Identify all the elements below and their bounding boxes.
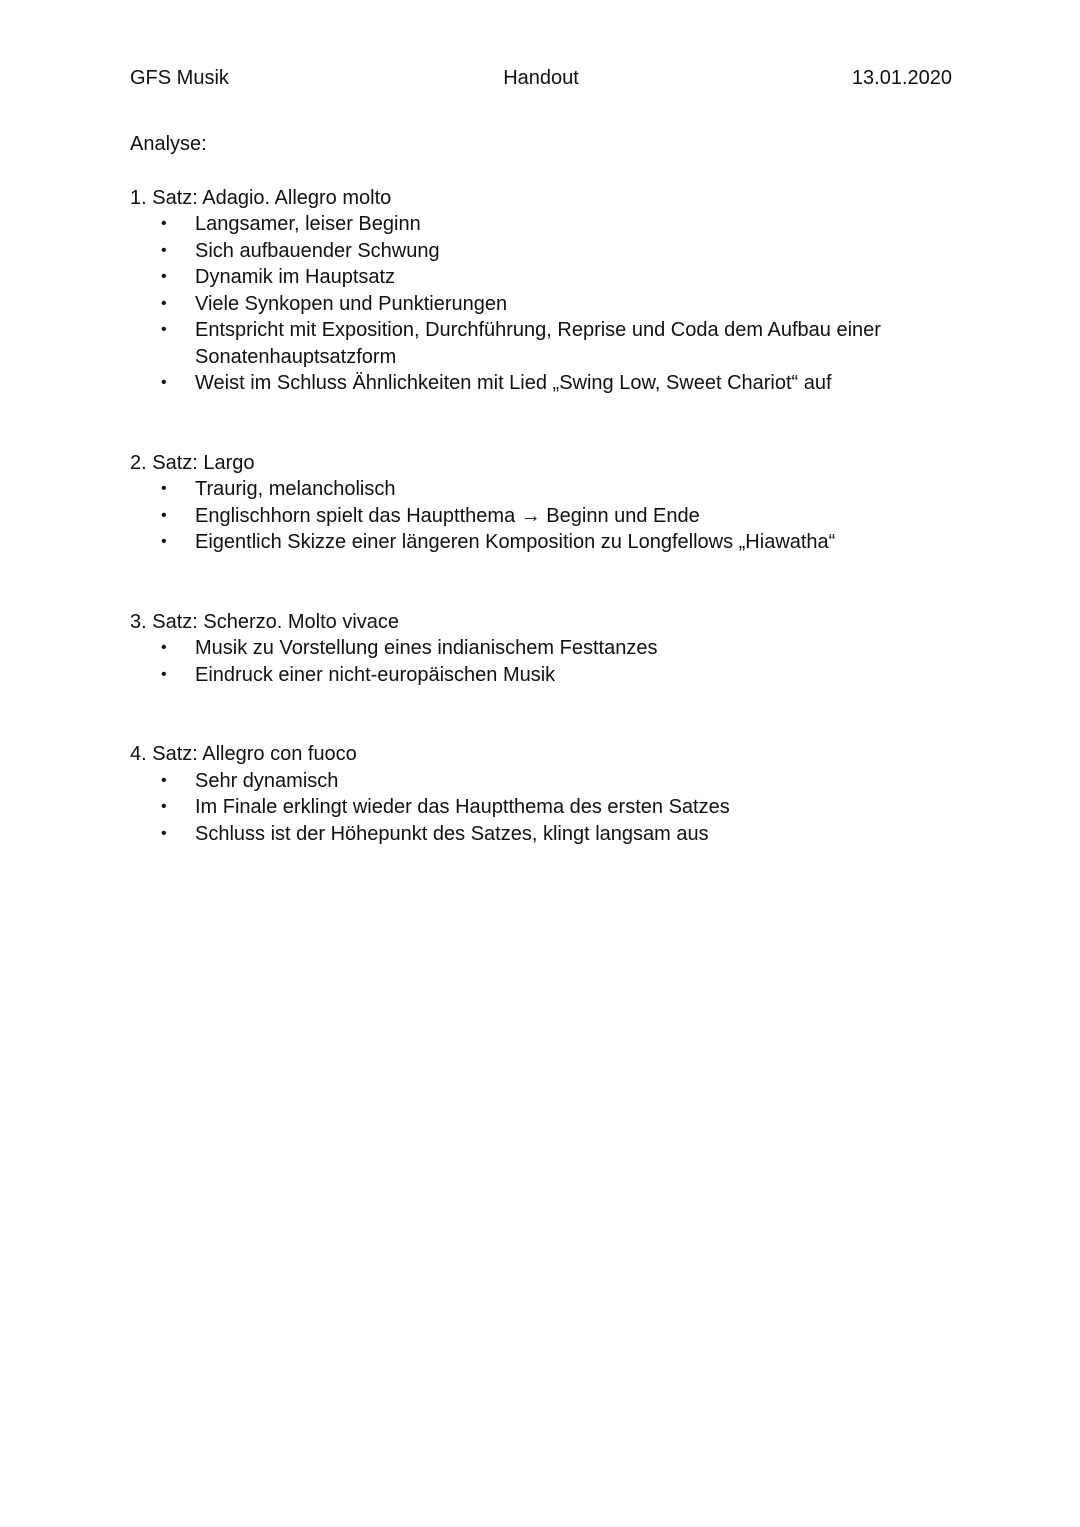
bullet-icon: •: [161, 665, 167, 683]
section-title: 1. Satz: Adagio. Allegro molto: [130, 186, 392, 209]
bullet-icon: •: [161, 824, 167, 842]
bullet-icon: •: [161, 533, 167, 550]
list-item: [130, 211, 930, 238]
list-item-text: Sich aufbauender Schwung: [195, 239, 440, 262]
section-movement-1: [130, 185, 930, 397]
list-item-text: Dynamik im Hauptsatz: [195, 266, 396, 288]
list-item: [130, 529, 930, 556]
list-item-text: Musik zu Vorstellung eines indianischem Festtanzes: [195, 637, 658, 659]
section-movement-4: [130, 741, 930, 847]
list-item-text: Eigentlich Skizze einer längeren Komposition zu Longfellows „Hiawatha“: [195, 531, 836, 553]
list-item: [130, 238, 930, 265]
header-date: 13.01.2020: [851, 67, 952, 89]
bullet-icon: •: [161, 771, 167, 789]
list-item-text: Traurig, melancholisch: [195, 478, 396, 500]
bullet-icon: •: [161, 268, 167, 285]
section-title: 4. Satz: Allegro con fuoco: [130, 743, 357, 765]
bullet-icon: •: [161, 294, 167, 312]
bullet-list: [130, 635, 930, 688]
list-item: [130, 821, 930, 848]
list-item-text: Langsamer, leiser Beginn: [195, 213, 421, 235]
section-spacer: [130, 397, 930, 450]
list-item-text: Entspricht mit Exposition, Durchführung, Reprise und Coda dem Aufbau einer Sonatenhauptsatzform: [195, 319, 881, 368]
section-movement-3: [130, 609, 930, 689]
list-item: [130, 768, 930, 795]
list-item: [130, 635, 930, 662]
list-item-text: Englischhorn spielt das Hauptthema → Beginn und Ende: [195, 504, 700, 527]
bullet-icon: •: [161, 480, 167, 497]
list-item: [130, 370, 930, 397]
bullet-icon: •: [161, 506, 167, 524]
bullet-icon: •: [161, 798, 167, 815]
bullet-icon: •: [161, 321, 167, 338]
section-spacer: [130, 688, 930, 741]
document-body: [130, 131, 930, 847]
page-header: [130, 67, 952, 93]
list-item-text: Eindruck einer nicht-europäischen Musik: [195, 663, 556, 686]
list-item-text: Viele Synkopen und Punktierungen: [195, 292, 508, 315]
bullet-list: [130, 768, 930, 848]
list-item-text: Im Finale erklingt wieder das Hauptthema des ersten Satzes: [195, 796, 730, 818]
list-item: [130, 476, 930, 503]
section-title: 2. Satz: Largo: [130, 451, 255, 474]
list-item: [130, 264, 930, 291]
bullet-icon: •: [161, 639, 167, 656]
list-item: [130, 662, 930, 689]
analysis-heading: Analyse:: [130, 133, 207, 155]
bullet-icon: •: [161, 374, 167, 391]
section-spacer: [130, 556, 930, 609]
list-item-text: Sehr dynamisch: [195, 769, 339, 792]
header-doc-type: Handout: [503, 67, 579, 89]
list-item: [130, 503, 930, 530]
bullet-list: [130, 476, 930, 556]
list-item: [130, 291, 930, 318]
list-item-text: Weist im Schluss Ähnlichkeiten mit Lied „Swing Low, Sweet Chariot“ auf: [195, 372, 832, 394]
section-movement-2: [130, 450, 930, 556]
list-item-text: Schluss ist der Höhepunkt des Satzes, klingt langsam aus: [195, 822, 709, 845]
header-course: GFS Musik: [130, 67, 229, 89]
list-item: [130, 794, 930, 821]
section-title: 3. Satz: Scherzo. Molto vivace: [130, 610, 400, 633]
list-item: [130, 317, 930, 370]
bullet-list: [130, 211, 930, 397]
bullet-icon: •: [161, 215, 167, 232]
bullet-icon: •: [161, 241, 167, 259]
